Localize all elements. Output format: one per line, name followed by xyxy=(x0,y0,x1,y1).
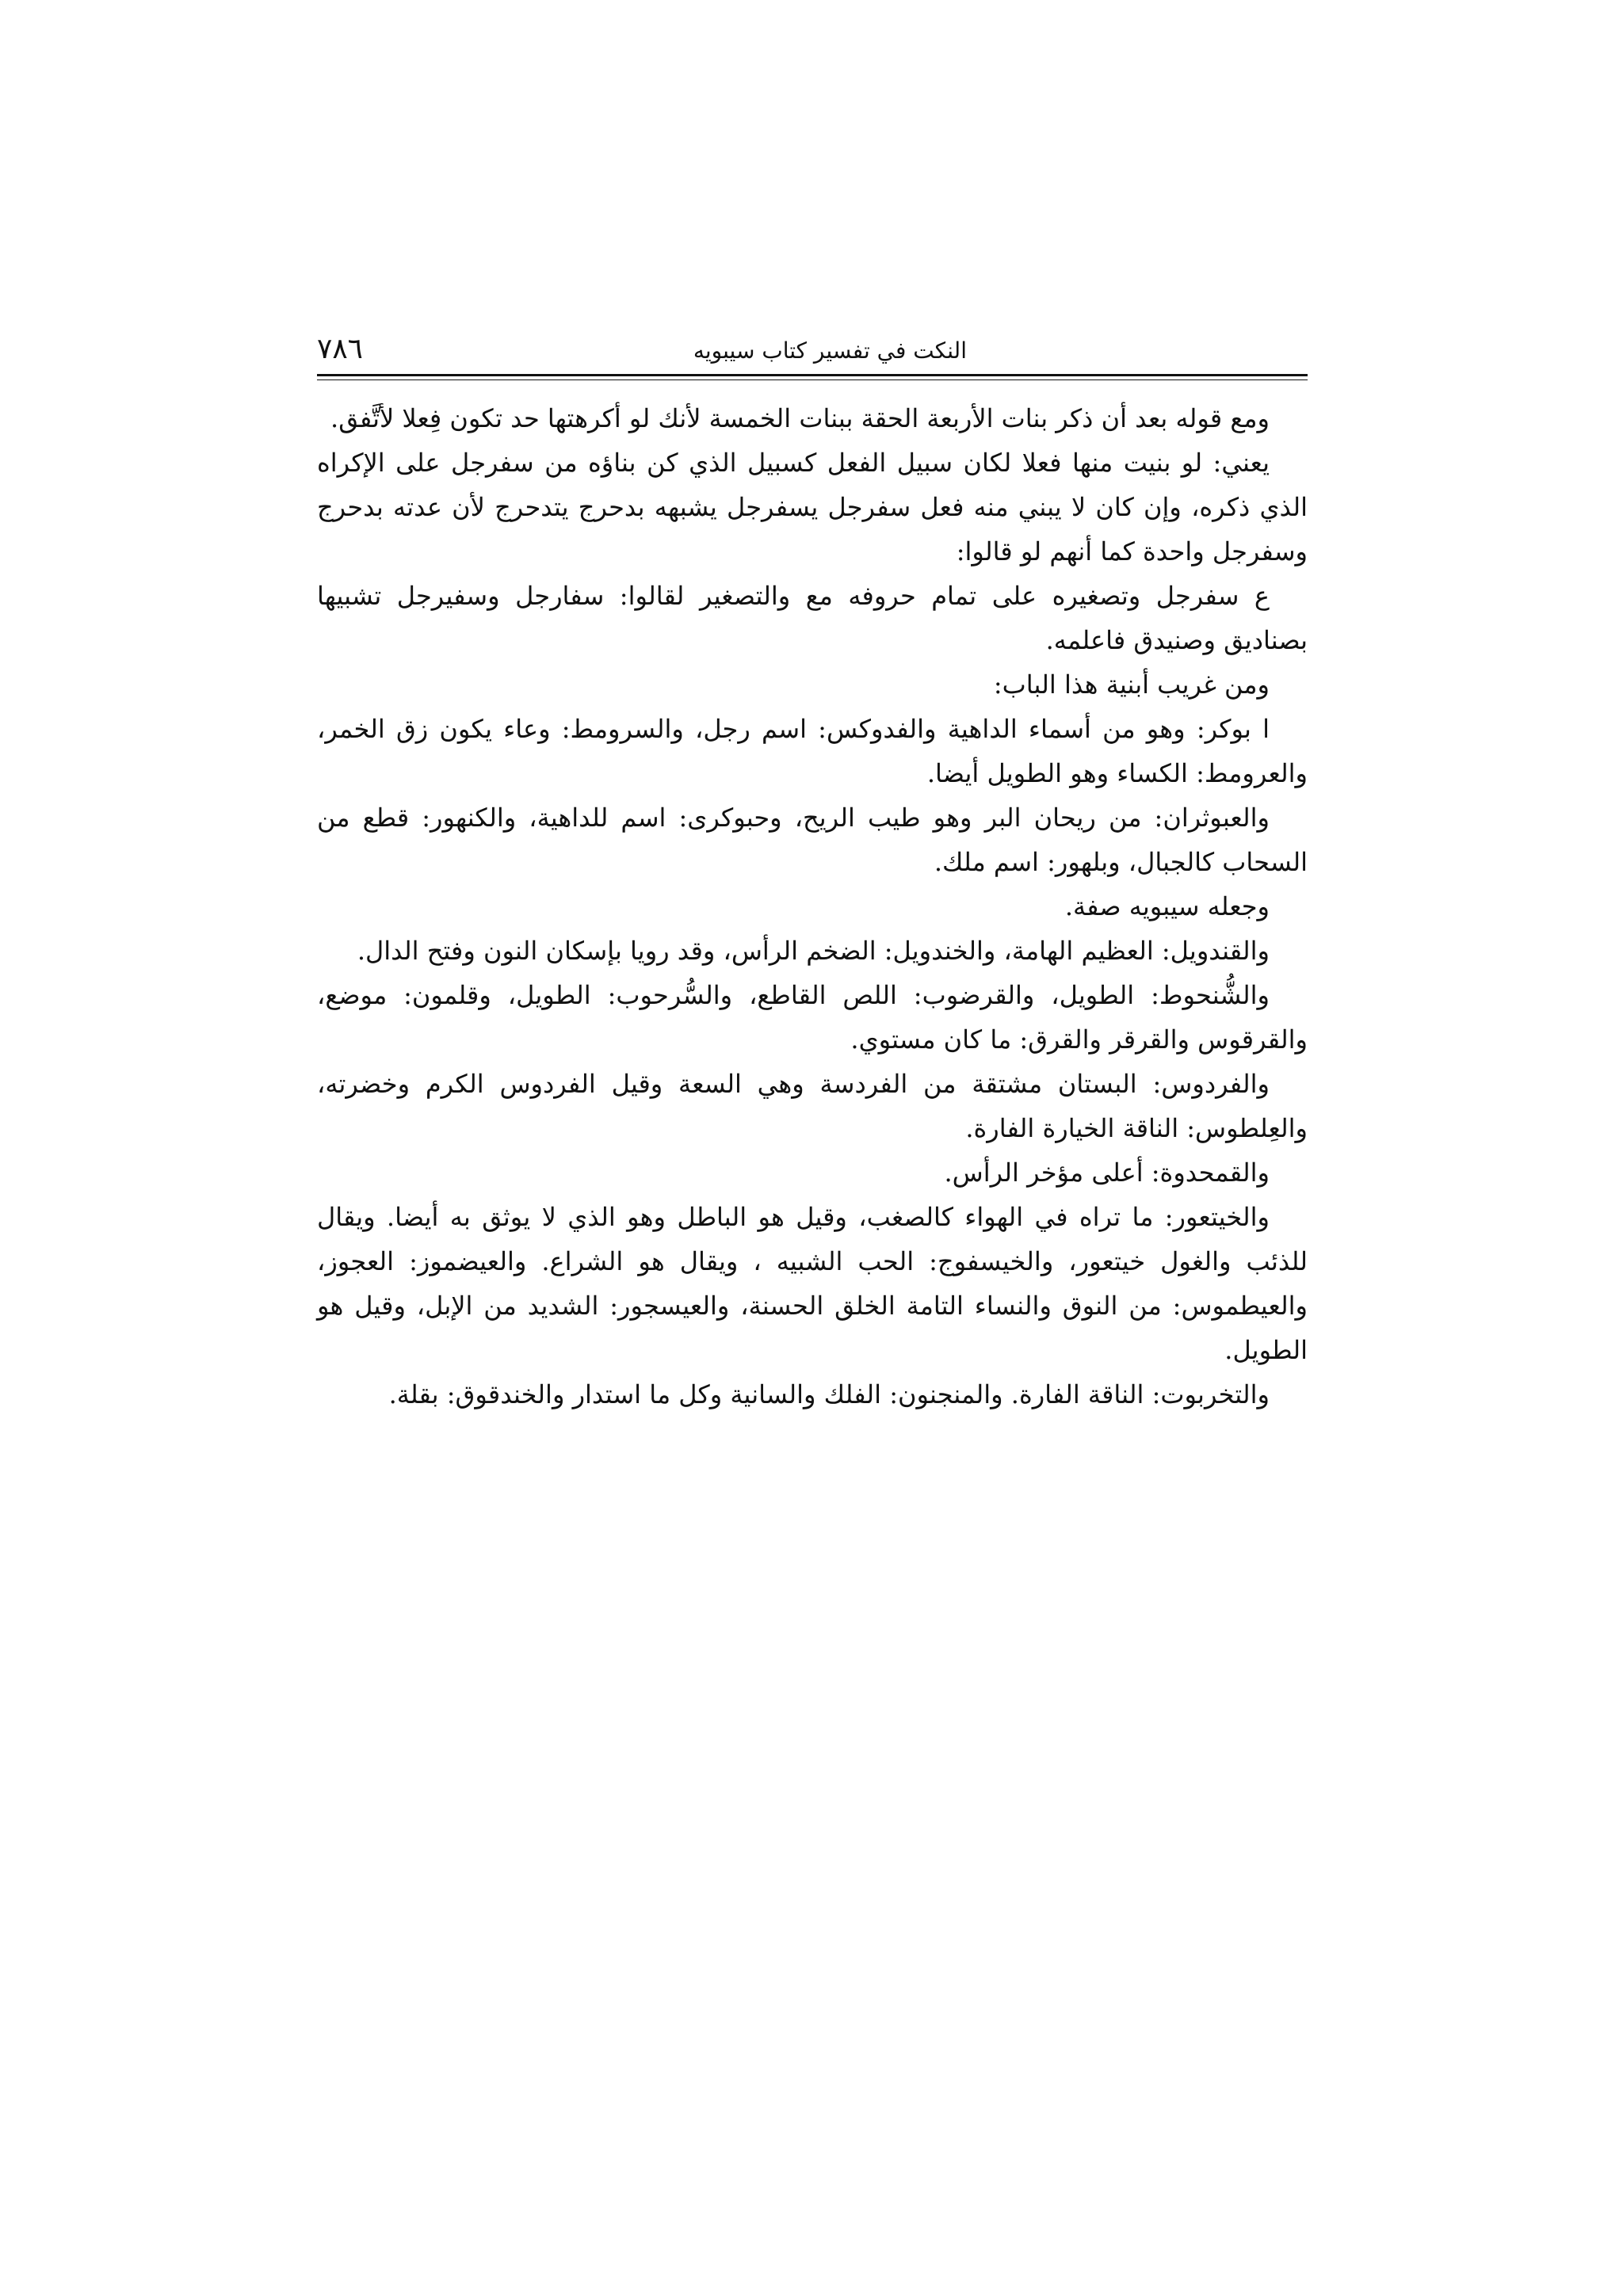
paragraph: يعني: لو بنيت منها فعلا لكان سبيل الفعل كسبيل الذي كن بناؤه من سفرجل على الإكراه الذي ذكره، وإن كان لا يبني منه فعل سفرجل يسفرجل يشبهه بدحرج يتدحرج لأن عدته بدحرج وسفرجل واحدة كما أنهم لو قالوا: xyxy=(317,448,1308,566)
paragraph: ومع قوله بعد أن ذكر بنات الأربعة الحقة ببنات الخمسة لأنك لو أكرهتها حد تكون فِعلا لأتَّفق. xyxy=(330,403,1270,433)
page-body xyxy=(317,396,1308,1417)
paragraph: وجعله سيبويه صفة. xyxy=(1064,891,1270,921)
paragraph: والتخربوت: الناقة الفارة. والمنجنون: الفلك والسانية وكل ما استدار والخندقوق: بقلة. xyxy=(388,1379,1270,1409)
paragraph: والقندويل: العظيم الهامة، والخندويل: الضخم الرأس، وقد رويا بإسكان النون وفتح الدال. xyxy=(357,936,1270,966)
running-header-title: النكت في تفسير كتاب سيبويه xyxy=(693,338,967,364)
paragraph: والخيتعور: ما تراه في الهواء كالصغب، وقيل هو الباطل وهو الذي لا يوثق به أيضا. ويقال للذئب والغول خيتعور، والخيسفوج: الحب الشبيه ، ويقال هو الشراع. والعيضموز: العجوز، والعيطموس: من النوق والنساء التامة الخلق الحسنة، والعيسجور: الشديد من الإبل، وقيل هو الطويل. xyxy=(317,1202,1308,1365)
page-header xyxy=(317,333,1308,380)
paragraph: والعبوثران: من ريحان البر وهو طيب الريح، وحبوكرى: اسم للداهية، والكنهور: قطع من السحاب كالجبال، وبلهور: اسم ملك. xyxy=(317,803,1308,877)
header-double-rule xyxy=(317,374,1308,380)
paragraph: والقمحدوة: أعلى مؤخر الرأس. xyxy=(944,1158,1270,1188)
page-number: ٧٨٦ xyxy=(317,333,364,365)
paragraph: ا بوكر: وهو من أسماء الداهية والفدوكس: اسم رجل، والسرومط: وعاء يكون زق الخمر، والعرومط: الكساء وهو الطويل أيضا. xyxy=(317,714,1308,788)
paragraph: والفردوس: البستان مشتقة من الفردسة وهي السعة وقيل الفردوس الكرم وخضرته، والعِلطوس: الناقة الخيارة الفارة. xyxy=(317,1069,1308,1143)
paragraph: ومن غريب أبنية هذا الباب: xyxy=(993,669,1270,700)
paragraph: والشُّنحوط: الطويل، والقرضوب: اللص القاطع، والسُّرحوب: الطويل، وقلمون: موضع، والقرقوس والقرقر والقرق: ما كان مستوي. xyxy=(317,980,1308,1055)
paragraph: ع سفرجل وتصغيره على تمام حروفه مع والتصغير لقالوا: سفارجل وسفيرجل تشبيها بصناديق وصنيدق فاعلمه. xyxy=(317,581,1308,655)
